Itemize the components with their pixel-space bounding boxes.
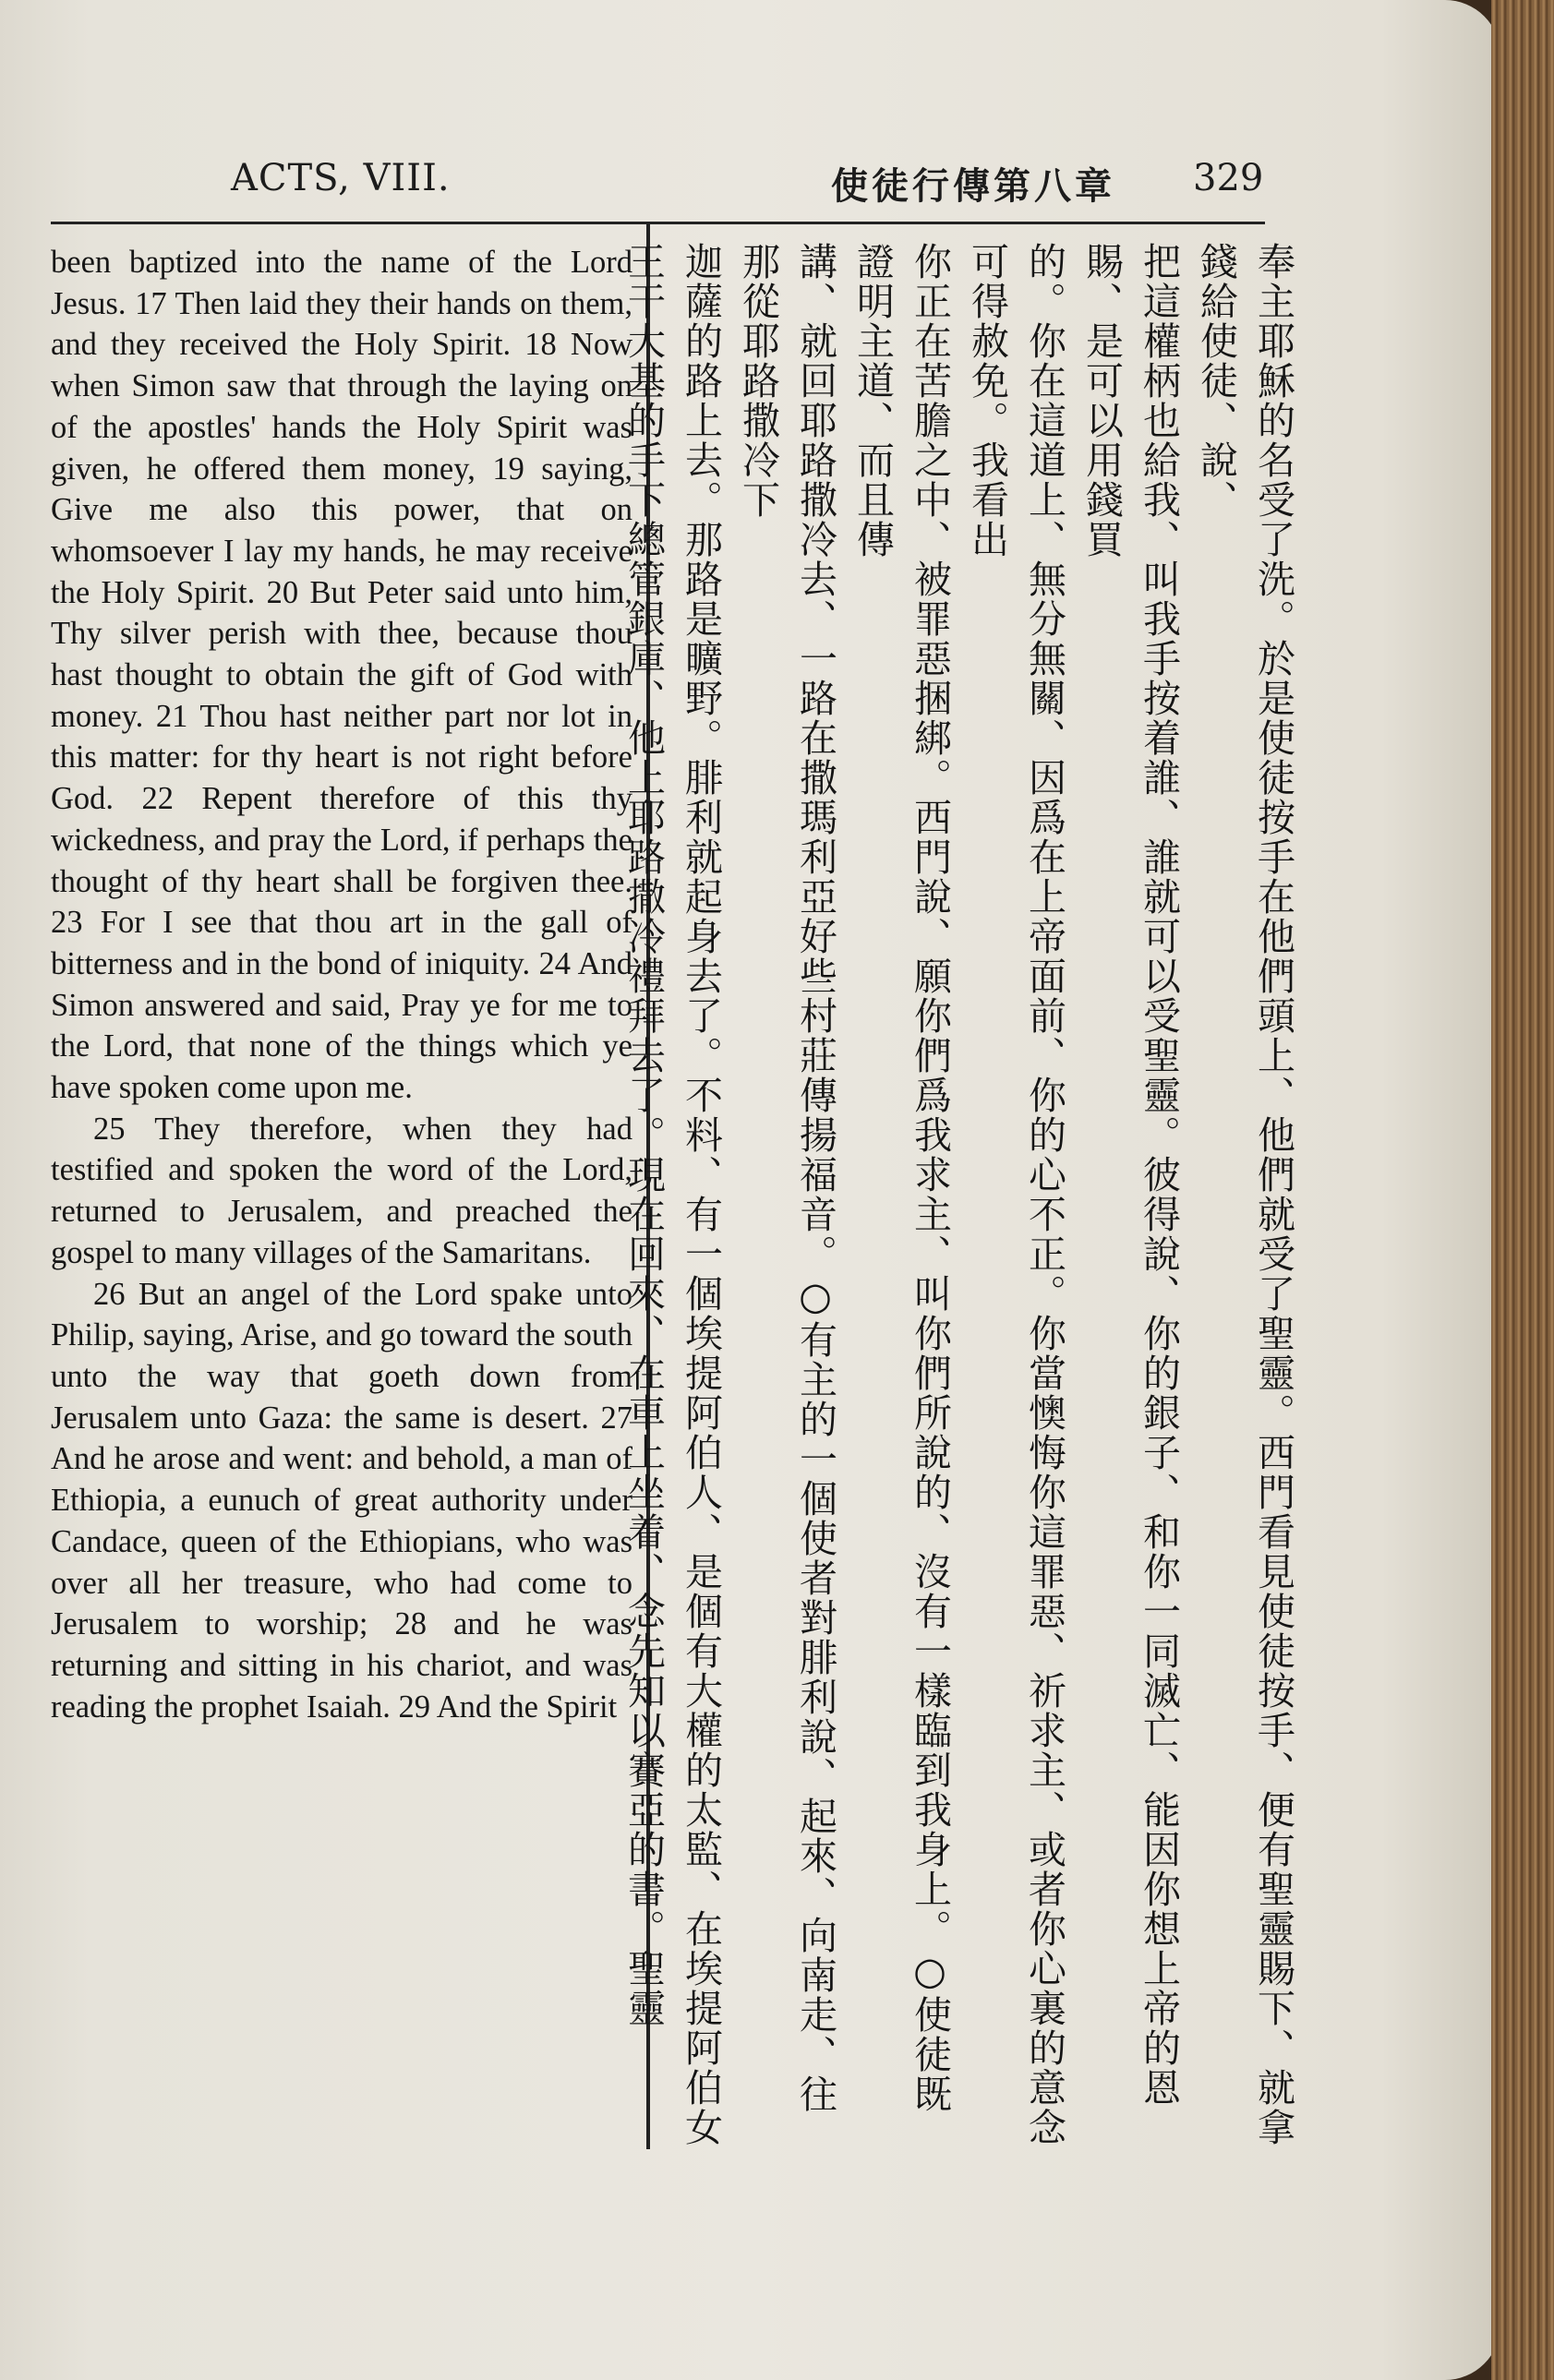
english-paragraph-2: 25 They therefore, when they had testified and spoken the word of the Lord, returned to Jerusalem, and preached the gospel to many villages of the Samaritans. [51,1111,632,1270]
english-paragraph-1: been baptized into the name of the Lord Jesus. 17 Then laid they their hands on them, and they received the Holy Spirit. 18 Now when Simon saw that through the laying on of the apostles' hands the Holy Spirit was given, he offered them money, 19 saying, Give me also this power, that on whomsoever I lay my hands, he may receive the Holy Spirit. 20 But Peter said unto him, Thy silver perish with thee, because thou hast thought to obtain the gift of God with money. 21 Thou hast neither part nor lot in this matter: for thy heart is not right before God. 22 Repent therefore of this thy wickedness, and pray the Lord, if perhaps the thought of thy heart shall be forgiven thee. 23 For I see that thou art in the gall of bitterness and in the bond of iniquity. 24 And Simon answered and said, Pray ye for me to the Lord, that none of the things which ye have spoken come upon me. [51,245,632,1106]
english-paragraph-3: 26 But an angel of the Lord spake unto Philip, saying, Arise, and go toward the south unto the way that goeth down from Jerusalem unto Gaza: the same is desert. 27 And he arose and went: and behold, a man of Ethiopia, a eunuch of great authority under Candace, queen of the Ethiopians, who was over all her treasure, who had come to Jerusalem to worship; 28 and he was returning and sitting in his chariot, and was reading the prophet Isaiah. 29 And the Spirit [51,1276,632,1725]
chinese-column [621,242,1302,2153]
page-number: 329 [1193,157,1264,199]
chinese-line-4: 你正在苦膽之中、被罪惡捆綁。西門說、願你們爲我求主、叫你們所說的、沒有一樣臨到我身上。○使徒既證明主道、而且傳 [850,242,952,2114]
english-column [51,242,632,2153]
page-edges [1491,0,1554,2380]
chinese-line-1: 奉主耶穌的名受了洗。於是使徒按手在他們頭上、他們就受了聖靈。西門看見使徒按手、便有聖靈賜下、就拿錢給使徒、說、 [1194,242,1295,2147]
running-title-chinese: 使徒行傳第八章 [831,165,1115,208]
chinese-line-3: 的。你在這道上、無分無關、因爲在上帝面前、你的心不正。你當懊悔你這罪惡、祈求主、或者你心裏的意念可得赦免。我看出 [965,242,1066,2147]
chinese-line-7: 王干大基的手下總管銀庫、他上耶路撒冷禮拜去了。現在回來、在車上坐着、念先知以賽亞的書。聖靈 [621,242,666,2028]
chinese-line-2: 把這權柄也給我、叫我手按着誰、誰就可以受聖靈。彼得說、你的銀子、和你一同滅亡、能因你想上帝的恩賜、是可以用錢買 [1079,242,1181,2108]
chinese-line-5: 講、就回耶路撒冷去、一路在撒瑪利亞好些村莊傳揚福音。○有主的一個使者對腓利說、起來、向南走、往那從耶路撒冷下 [736,242,837,2114]
running-title-english: ACTS, VIII. [231,157,451,199]
chinese-line-6: 迦薩的路上去。那路是曠野。腓利就起身去了。不料、有一個埃提阿伯人、是個有大權的太監、在埃提阿伯女 [679,242,723,2147]
header-rule [51,222,1265,224]
